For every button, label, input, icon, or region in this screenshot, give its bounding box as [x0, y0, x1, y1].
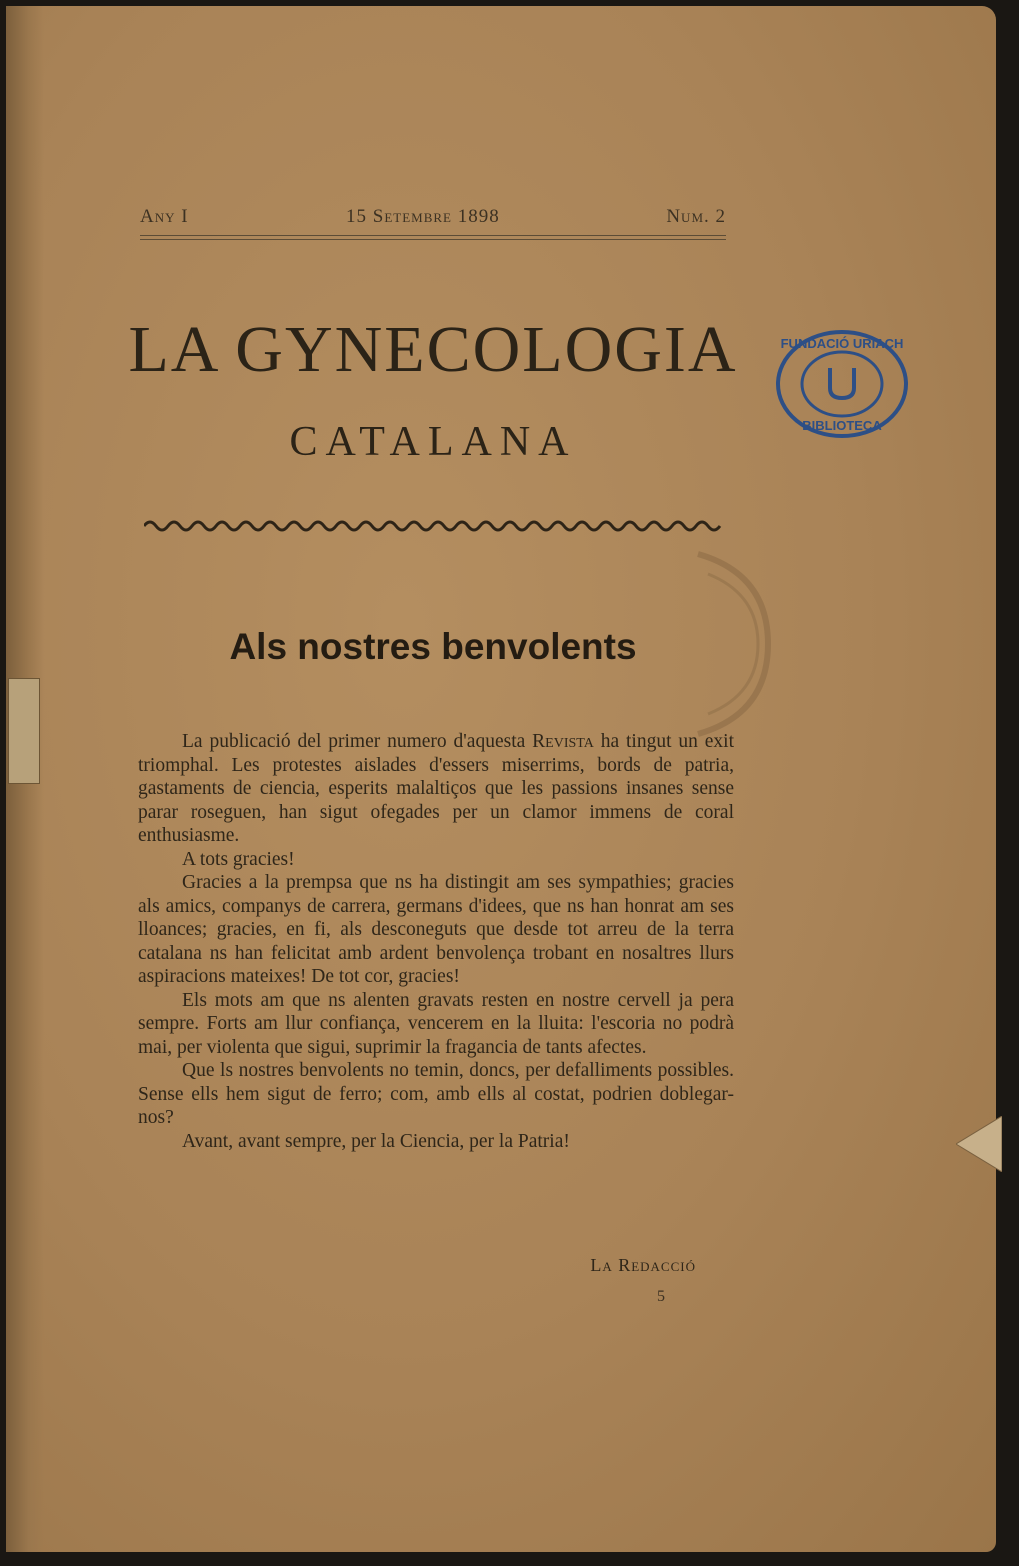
header-rule-bottom	[140, 239, 726, 240]
article-heading: Als nostres benvolents	[229, 626, 637, 667]
issue-volume: Any I	[140, 206, 189, 227]
svg-text:FUNDACIÓ URIACH: FUNDACIÓ URIACH	[780, 336, 904, 351]
page-number: 5	[657, 1288, 665, 1305]
article-body	[138, 730, 734, 1153]
revista-smallcaps: Revista	[532, 731, 594, 752]
article-paragraph: La publicació del primer numero d'aquesta Revista ha tingut un exit triomphal. Les protestes aislades d'essers miserrims, bords de patria, gastaments de ciencia, esperits malaltiços que les passions insanes sense parar roseguen, han sigut ofegades per un clamor immens de coral enthusiasme.	[138, 731, 734, 846]
article-signature: La Redacció	[590, 1255, 696, 1275]
article-paragraph: Gracies a la prempsa que ns ha distingit am ses sympathies; gracies als amics, companys de carrera, germans d'idees, que ns han honrat am ses lloances; gracies, en fi, als desconeguts que desde tot arreu de la terra catalana ns han felicitat amb ardent benvolença trobant en nosaltres llurs aspiracions mateixes! De tot cor, gracies!	[138, 872, 734, 987]
article-paragraph: Avant, avant sempre, per la Ciencia, per la Patria!	[182, 1130, 570, 1152]
journal-title: LA GYNECOLOGIA	[128, 313, 738, 386]
issue-header	[140, 206, 726, 234]
ornamental-wave-divider	[144, 514, 728, 538]
article-paragraph: A tots gracies!	[182, 848, 295, 870]
journal-subtitle: CATALANA	[289, 419, 577, 465]
article-paragraph: Els mots am que ns alenten gravats resten en nostre cervell ja pera sempre. Forts am llur confiança, vencerem en la lluita: l'escoria no podrà mai, per violenta que sigui, suprimir la fragancia de tants afectes.	[138, 989, 734, 1058]
page-tear	[956, 1116, 1002, 1172]
svg-text:BIBLIOTECA: BIBLIOTECA	[802, 418, 882, 433]
issue-date: 15 Setembre 1898	[346, 206, 500, 227]
issue-number: Num. 2	[666, 206, 726, 227]
library-stamp	[774, 328, 910, 440]
binding-tab	[8, 678, 40, 784]
article-paragraph: Que ls nostres benvolents no temin, doncs, per defalliments possibles. Sense ells hem sigut de ferro; com, amb ells al costat, podrien doblegar-nos?	[138, 1060, 734, 1128]
header-rule-top	[140, 235, 726, 236]
journal-cover-page	[6, 6, 996, 1552]
